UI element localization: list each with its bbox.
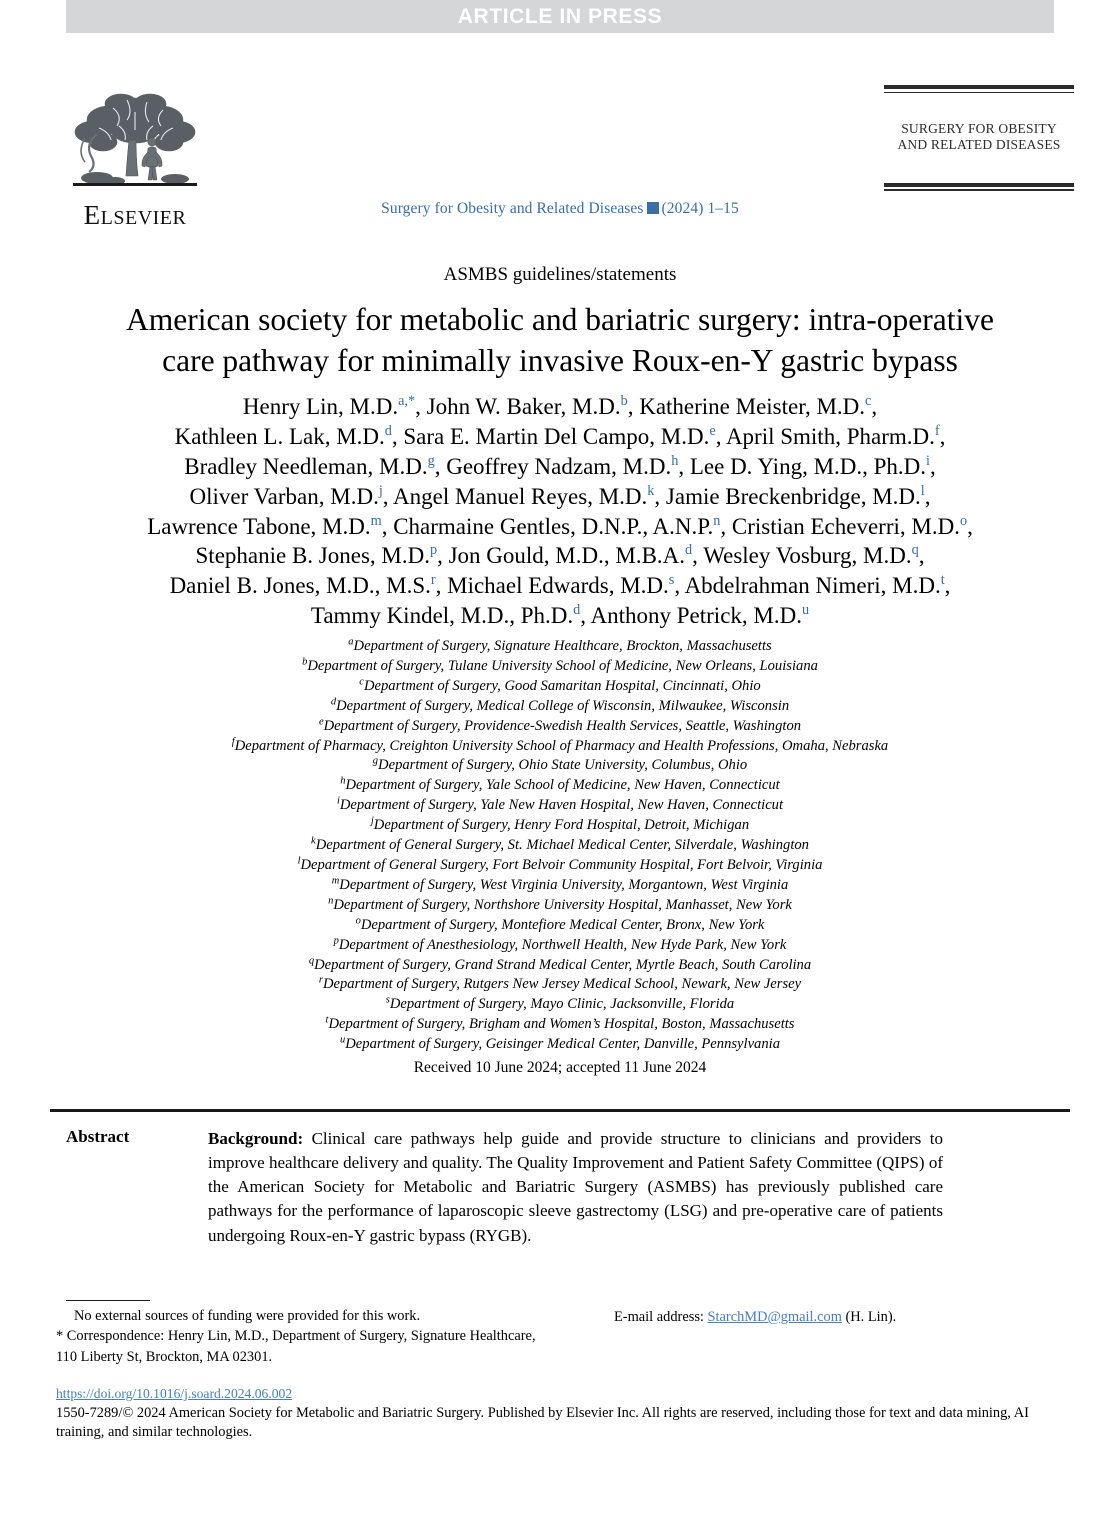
affiliation-marker: r bbox=[318, 974, 323, 986]
author-separator: , bbox=[930, 453, 936, 479]
affiliation-item bbox=[60, 916, 1060, 936]
doi-link[interactable]: https://doi.org/10.1016/j.soard.2024.06.002 bbox=[56, 1386, 293, 1401]
author-name: Stephanie B. Jones, M.D. bbox=[195, 543, 430, 569]
author-affiliation-marker: r bbox=[430, 572, 436, 589]
affiliation-item bbox=[60, 1015, 1060, 1035]
affiliation-marker: h bbox=[340, 775, 346, 787]
author-affiliation-marker: o bbox=[959, 512, 968, 529]
author-affiliation-marker: e bbox=[709, 423, 716, 440]
author-separator: , bbox=[674, 573, 685, 599]
abstract-background-text: Clinical care pathways help guide and provide structure to clinicians and providers to improve healthcare delivery and quality. The Quality Improvement and Patient Safety Committee (QIPS) of the American Society for Metabolic and Bariatric Surgery (ASMBS) has previously published care pathways for the performance of laparoscopic sleeve gastrectomy (LSG) and pre-operative care of patients undergoing Roux-en-Y gastric bypass (RYGB). bbox=[208, 1129, 943, 1245]
author-affiliation-marker: q bbox=[911, 542, 919, 559]
affiliation-text: Department of Surgery, Northshore University Hospital, Manhasset, New York bbox=[333, 896, 792, 913]
affiliation-text: Department of Surgery, Montefiore Medical Center, Bronx, New York bbox=[360, 916, 765, 933]
journal-running-head-title: Surgery for Obesity and Related Diseases bbox=[381, 200, 644, 217]
footnote-separator-rule bbox=[66, 1300, 150, 1301]
author-name: Jamie Breckenbridge, M.D. bbox=[665, 483, 921, 509]
affiliation-item bbox=[60, 995, 1060, 1015]
author-separator: , bbox=[415, 394, 427, 419]
affiliation-item bbox=[60, 677, 1060, 697]
author-separator: , bbox=[918, 543, 925, 569]
page-title bbox=[70, 300, 1050, 381]
affiliation-text: Department of Surgery, Mayo Clinic, Jacksonville, Florida bbox=[389, 996, 735, 1013]
affiliation-marker: e bbox=[318, 716, 324, 728]
affiliation-marker: o bbox=[355, 915, 361, 927]
author-separator: , bbox=[871, 394, 878, 419]
author-line bbox=[60, 601, 1060, 631]
author-separator: , bbox=[391, 423, 404, 449]
funding-note: No external sources of funding were provided for this work. bbox=[74, 1308, 421, 1324]
author-name: Cristian Echeverri, M.D. bbox=[731, 513, 960, 539]
author-separator: , bbox=[944, 573, 951, 599]
affiliation-marker: i bbox=[336, 795, 340, 807]
author-name: Bradley Needleman, M.D. bbox=[184, 453, 428, 479]
article-category: ASMBS guidelines/statements bbox=[443, 264, 677, 285]
author-separator: , bbox=[692, 543, 704, 569]
author-name: Jon Gould, M.D., M.B.A. bbox=[448, 543, 686, 569]
affiliation-item bbox=[60, 657, 1060, 677]
affiliation-marker: f bbox=[231, 736, 235, 748]
author-line bbox=[60, 422, 1060, 452]
affiliation-marker: b bbox=[302, 656, 308, 668]
author-name: Tammy Kindel, M.D., Ph.D. bbox=[310, 603, 574, 629]
author-name: Wesley Vosburg, M.D. bbox=[703, 543, 912, 569]
affiliation-item bbox=[60, 756, 1060, 776]
email-label: E-mail address: bbox=[614, 1309, 704, 1325]
article-in-press-banner bbox=[66, 0, 1054, 33]
affiliation-marker: l bbox=[297, 855, 301, 867]
received-accepted-dates: Received 10 June 2024; accepted 11 June 2024 bbox=[413, 1059, 707, 1076]
journal-logo bbox=[884, 85, 1074, 191]
author-affiliation-marker: m bbox=[370, 512, 382, 529]
affiliation-text: Department of Surgery, Tulane University School of Medicine, New Orleans, Louisiana bbox=[307, 657, 818, 674]
affiliation-marker: d bbox=[330, 696, 337, 708]
author-name: Oliver Varban, M.D. bbox=[189, 483, 379, 509]
journal-running-head-year-pages: (2024) 1–15 bbox=[661, 200, 739, 217]
author-name: Charmaine Gentles, D.N.P., A.N.P. bbox=[393, 513, 714, 539]
author-line bbox=[60, 541, 1060, 571]
author-name: Lee D. Ying, M.D., Ph.D. bbox=[689, 453, 927, 479]
abstract-label: Abstract bbox=[66, 1127, 130, 1146]
affiliation-text: Department of Surgery, Geisinger Medical Center, Danville, Pennsylvania bbox=[345, 1036, 780, 1053]
author-name: April Smith, Pharm.D. bbox=[725, 423, 935, 449]
author-name: Kathleen L. Lak, M.D. bbox=[174, 423, 385, 449]
affiliation-item bbox=[60, 876, 1060, 896]
author-name: Angel Manuel Reyes, M.D. bbox=[393, 483, 648, 509]
author-line bbox=[60, 571, 1060, 601]
affiliation-marker: m bbox=[331, 875, 340, 887]
journal-volume-placeholder-icon bbox=[647, 202, 659, 214]
author-separator: , bbox=[437, 543, 449, 569]
abstract-body bbox=[208, 1127, 943, 1248]
author-name: Daniel B. Jones, M.D., M.S. bbox=[169, 573, 431, 599]
author-name: Katherine Meister, M.D. bbox=[639, 394, 866, 419]
author-list bbox=[60, 392, 1060, 631]
author-affiliation-marker: u bbox=[801, 602, 810, 619]
affiliation-item bbox=[60, 796, 1060, 816]
author-affiliation-marker: f bbox=[934, 423, 940, 440]
affiliation-text: Department of Surgery, Rutgers New Jersey Medical School, Newark, New Jersey bbox=[322, 976, 802, 993]
author-name: Henry Lin, M.D. bbox=[242, 394, 399, 419]
author-line bbox=[60, 482, 1060, 512]
affiliation-text: Department of General Surgery, St. Michael Medical Center, Silverdale, Washington bbox=[315, 837, 809, 854]
copyright-notice: 1550-7289/© 2024 American Society for Metabolic and Bariatric Surgery. Published by Elsevier Inc. All rights are reserved, including those for text and data mining, AI training, and similar technologies. bbox=[56, 1405, 1029, 1441]
author-affiliation-marker: h bbox=[671, 452, 679, 469]
author-separator: , bbox=[627, 394, 640, 419]
article-title-line2: care pathway for minimally invasive Roux-en-Y gastric bypass bbox=[162, 342, 958, 378]
affiliation-list bbox=[60, 637, 1060, 1055]
author-separator: , bbox=[715, 423, 726, 449]
footnote-block bbox=[56, 1306, 556, 1367]
affiliation-text: Department of General Surgery, Fort Belvoir Community Hospital, Fort Belvoir, Virginia bbox=[300, 856, 823, 873]
affiliation-text: Department of Surgery, Yale New Haven Hospital, New Haven, Connecticut bbox=[339, 797, 784, 814]
article-title-line1: American society for metabolic and bariatric surgery: intra-operative bbox=[126, 302, 994, 337]
author-name: John W. Baker, M.D. bbox=[426, 394, 621, 419]
author-affiliation-marker: g bbox=[427, 452, 435, 469]
affiliation-marker: k bbox=[311, 835, 316, 847]
affiliation-marker: q bbox=[308, 955, 315, 967]
email-attribution: (H. Lin). bbox=[841, 1309, 897, 1325]
author-separator: , bbox=[434, 453, 447, 479]
author-separator: , bbox=[678, 453, 690, 479]
author-line bbox=[60, 512, 1060, 542]
author-name: Lawrence Tabone, M.D. bbox=[147, 513, 371, 539]
abstract-background-heading: Background: bbox=[208, 1129, 304, 1148]
affiliation-item bbox=[60, 975, 1060, 995]
author-separator: , bbox=[435, 573, 448, 599]
journal-running-head bbox=[0, 200, 1120, 218]
author-affiliation-marker: c bbox=[865, 393, 872, 410]
affiliation-text: Department of Surgery, Yale School of Medicine, New Haven, Connecticut bbox=[345, 777, 780, 794]
affiliation-item bbox=[60, 717, 1060, 737]
affiliation-text: Department of Pharmacy, Creighton University School of Pharmacy and Health Professions, Omaha, Nebraska bbox=[234, 737, 889, 754]
author-affiliation-marker: b bbox=[620, 393, 628, 410]
author-separator: , bbox=[382, 483, 394, 509]
author-name: Abdelrahman Nimeri, M.D. bbox=[684, 573, 941, 599]
affiliation-marker: t bbox=[325, 1014, 329, 1026]
author-affiliation-marker: d bbox=[384, 423, 392, 440]
email-note bbox=[614, 1307, 1044, 1327]
author-separator: , bbox=[924, 483, 931, 509]
affiliation-marker: u bbox=[340, 1034, 346, 1046]
affiliation-item bbox=[60, 816, 1060, 836]
affiliation-item bbox=[60, 1035, 1060, 1055]
journal-logo-title bbox=[884, 93, 1074, 183]
affiliation-text: Department of Surgery, Good Samaritan Hospital, Cincinnati, Ohio bbox=[363, 677, 761, 694]
affiliation-text: Department of Anesthesiology, Northwell Health, New Hyde Park, New York bbox=[338, 936, 787, 953]
journal-header bbox=[0, 60, 1120, 235]
affiliation-item bbox=[60, 637, 1060, 657]
affiliation-item bbox=[60, 836, 1060, 856]
elsevier-wordmark-text: ELSEVIER bbox=[83, 200, 187, 230]
author-line bbox=[60, 452, 1060, 482]
affiliation-item bbox=[60, 896, 1060, 916]
author-affiliation-marker: l bbox=[920, 482, 925, 499]
affiliation-marker: a bbox=[348, 636, 354, 648]
correspondence-note: * Correspondence: Henry Lin, M.D., Department of Surgery, Signature Healthcare, 110 Liberty St, Brockton, MA 02301. bbox=[56, 1328, 536, 1365]
author-separator: , bbox=[654, 483, 666, 509]
journal-logo-rule-bottom-thick bbox=[884, 183, 1074, 187]
affiliation-item bbox=[60, 776, 1060, 796]
author-line bbox=[60, 392, 1060, 422]
affiliation-item bbox=[60, 936, 1060, 956]
affiliation-item bbox=[60, 856, 1060, 876]
journal-logo-title-line2: AND RELATED DISEASES bbox=[897, 136, 1061, 152]
author-affiliation-marker: n bbox=[713, 512, 721, 529]
affiliation-marker: s bbox=[385, 994, 390, 1006]
author-affiliation-marker: p bbox=[429, 542, 438, 559]
affiliation-marker: c bbox=[359, 676, 364, 688]
affiliation-text: Department of Surgery, Ohio State University, Columbus, Ohio bbox=[378, 757, 748, 774]
elsevier-tree-icon bbox=[55, 82, 215, 202]
author-name: Michael Edwards, M.D. bbox=[447, 573, 669, 599]
affiliation-item bbox=[60, 956, 1060, 976]
affiliation-text: Department of Surgery, West Virginia University, Morgantown, West Virginia bbox=[339, 876, 789, 893]
author-affiliation-marker: s bbox=[668, 572, 675, 589]
journal-logo-rule-top-thick bbox=[884, 85, 1074, 89]
affiliation-text: Department of Surgery, Medical College of Wisconsin, Milwaukee, Wisconsin bbox=[336, 697, 790, 714]
affiliation-text: Department of Surgery, Brigham and Women’s Hospital, Boston, Massachusetts bbox=[328, 1016, 795, 1033]
author-separator: , bbox=[381, 513, 394, 539]
affiliation-text: Department of Surgery, Grand Strand Medical Center, Myrtle Beach, South Carolina bbox=[314, 956, 812, 973]
journal-logo-rule-bottom-thin bbox=[884, 189, 1074, 191]
author-name: Sara E. Martin Del Campo, M.D. bbox=[403, 423, 710, 449]
affiliation-marker: j bbox=[370, 815, 374, 827]
author-name: Anthony Petrick, M.D. bbox=[590, 603, 802, 629]
author-affiliation-marker: i bbox=[926, 452, 930, 469]
author-affiliation-marker: j bbox=[378, 482, 383, 499]
author-affiliation-marker: a,* bbox=[398, 393, 416, 410]
author-separator: , bbox=[720, 513, 732, 539]
author-separator: , bbox=[939, 423, 946, 449]
author-affiliation-marker: d bbox=[685, 542, 693, 559]
affiliation-marker: p bbox=[333, 935, 339, 947]
author-separator: , bbox=[967, 513, 973, 539]
affiliation-marker: g bbox=[372, 755, 379, 767]
affiliation-text: Department of Surgery, Henry Ford Hospital, Detroit, Michigan bbox=[373, 817, 750, 834]
affiliation-marker: n bbox=[328, 895, 334, 907]
email-link[interactable]: StarchMD@gmail.com bbox=[707, 1309, 842, 1325]
affiliation-text: Department of Surgery, Signature Healthcare, Brockton, Massachusetts bbox=[353, 638, 772, 654]
author-separator: , bbox=[580, 603, 591, 629]
author-name: Geoffrey Nadzam, M.D. bbox=[446, 453, 672, 479]
article-in-press-label: ARTICLE IN PRESS bbox=[457, 4, 663, 28]
author-affiliation-marker: d bbox=[573, 602, 581, 619]
author-affiliation-marker: t bbox=[940, 572, 945, 589]
affiliation-item bbox=[60, 697, 1060, 717]
affiliation-item bbox=[60, 737, 1060, 757]
journal-logo-title-line1: SURGERY FOR OBESITY bbox=[901, 121, 1057, 136]
affiliation-text: Department of Surgery, Providence-Swedish Health Services, Seattle, Washington bbox=[323, 717, 802, 734]
author-affiliation-marker: k bbox=[647, 482, 655, 499]
abstract-top-rule bbox=[50, 1109, 1070, 1112]
